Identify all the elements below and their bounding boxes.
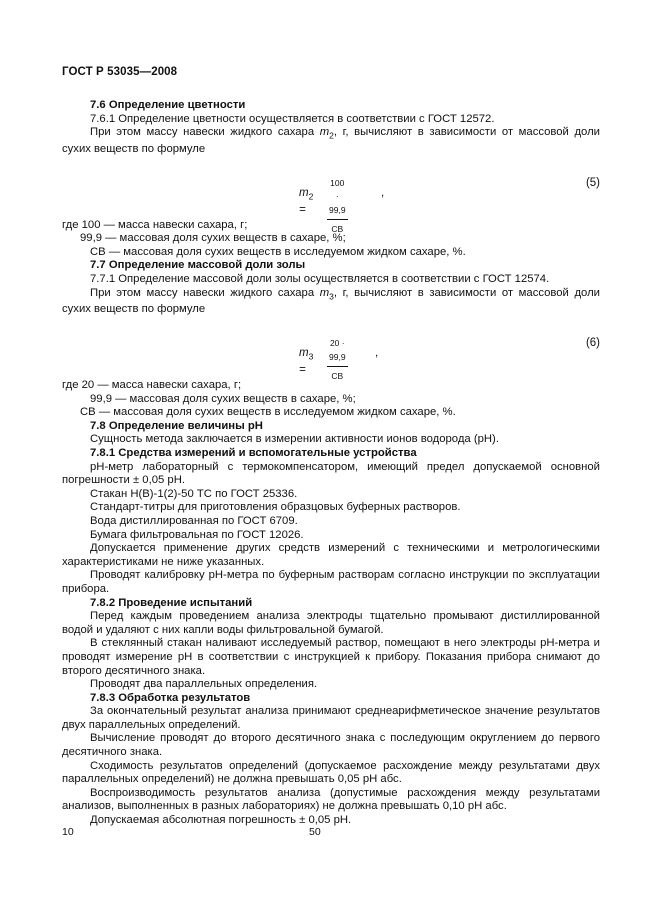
- formula-fraction: [327, 177, 348, 237]
- paragraph: Стандарт-титры для приготовления образцовых буферных растворов.: [90, 501, 461, 514]
- formula-number: (6): [585, 337, 600, 350]
- section-heading-7-8: 7.8 Определение величины рН: [90, 419, 263, 432]
- paragraph: За окончательный результат анализа принимают среднеарифметическое значение результатов двух параллельных определений.: [62, 705, 600, 731]
- formula-numerator: 100 · 99,9: [327, 177, 348, 221]
- variable-letter: m: [319, 126, 330, 139]
- where-line-1: где 20 — масса навески сахара, г;: [62, 379, 242, 392]
- paragraph: Бумага фильтровальная по ГОСТ 12026.: [90, 528, 304, 541]
- subsection-heading-7-8-1: 7.8.1 Средства измерений и вспомогательные устройства: [90, 447, 417, 459]
- formula-denominator: СВ: [331, 224, 344, 235]
- where-line-2: 99,9 — массовая доля сухих веществ в сахаре, %;: [90, 392, 356, 405]
- paragraph-7-7-1: 7.7.1 Определение массовой доли золы осуществляется в соответствии с ГОСТ 12574.: [90, 273, 550, 285]
- subsection-heading-7-8-2: 7.8.2 Проведение испытаний: [90, 596, 253, 609]
- variable-m2: [319, 126, 334, 141]
- formula-6: [62, 317, 600, 382]
- document-header: ГОСТ Р 53035—2008: [62, 66, 178, 78]
- formula-denominator: СВ: [331, 371, 344, 382]
- paragraph: Перед каждым проведением анализа электроды тщательно промывают дистиллированной водой и удаляют с них капли воды фильтровальной бумагой.: [62, 610, 600, 636]
- where-line-3: СВ — массовая доля сухих веществ в исследуемом жидком сахаре, %.: [90, 245, 466, 258]
- formula-lhs-sub: 3: [308, 351, 314, 362]
- where-line-1: где 100 — масса навески сахара, г;: [62, 218, 248, 231]
- paragraph: рН-метр лабораторный с термокомпенсатором, имеющий предел допускаемой основной погрешности ± 0,05 рН.: [62, 460, 600, 487]
- formula-lhs-sub: 2: [308, 190, 314, 201]
- text-segment: , г, вычисляют в зависимости от массовой доли сухих веществ по формуле: [62, 126, 600, 156]
- paragraph: Воспроизводимость результатов анализа (допустимые расхождения между результатами анализов, выполненных в разных лабораториях) не должна превышать 0,10 рН абс.: [62, 786, 600, 813]
- section-heading-7-7: 7.7 Определение массовой доли золы: [90, 259, 306, 272]
- formula-lhs: $m_3$ =: [299, 347, 314, 376]
- variable-subscript: 3: [329, 290, 334, 301]
- page-number-left: 10: [62, 826, 74, 838]
- variable-subscript: 2: [329, 130, 334, 141]
- paragraph: Сходимость результатов определений (допускаемое расхождение между результатами двух параллельных определений) не должна превышать 0,05 рН абс.: [62, 759, 600, 786]
- formula-lhs: $m_2$ =: [299, 186, 314, 216]
- page-body: [62, 99, 600, 828]
- paragraph: Стакан Н(В)-1(2)-50 ТС по ГОСТ 25336.: [90, 487, 298, 500]
- paragraph: Проводят два параллельных определения.: [90, 678, 318, 691]
- where-line-3: СВ — массовая доля сухих веществ в исследуемом жидком сахаре, %.: [80, 406, 456, 419]
- paragraph-7-8-intro: Сущность метода заключается в измерении активности ионов водорода (рН).: [90, 433, 499, 446]
- formula-comma: ,: [375, 347, 379, 360]
- text-segment: При этом массу навески жидкого сахара: [90, 126, 320, 139]
- formula-numerator: 20 · 99,9: [327, 337, 348, 367]
- formula-lhs-var: m: [299, 186, 309, 199]
- subsection-heading-7-8-3: 7.8.3 Обработка результатов: [90, 691, 251, 704]
- paragraph: Вычисление проводят до второго десятичного знака с последующим округлением до первого десятичного знака.: [62, 732, 600, 759]
- formula-number: (5): [585, 176, 600, 189]
- paragraph: Допускаемая абсолютная погрешность ± 0,05 рН.: [90, 814, 352, 827]
- paragraph: Проводят калибровку рН-метра по буферным растворам согласно инструкции по эксплуатации прибора.: [62, 569, 600, 595]
- formula-fraction: [327, 337, 348, 384]
- text-segment: При этом массу навески жидкого сахара: [90, 286, 320, 299]
- paragraph: Вода дистиллированная по ГОСТ 6709.: [90, 514, 298, 527]
- paragraph: Допускается применение других средств измерений с техническими и метрологическими характеристиками не ниже указанных.: [62, 542, 600, 568]
- variable-m3: [320, 287, 334, 299]
- paragraph: В стеклянный стакан наливают исследуемый раствор, помещают в него электроды рН-метра и проводят измерение рН в соответствии с инструкцией к прибору. Показания прибора снимают до второго десятичного знака.: [62, 637, 600, 677]
- page-number-center: 50: [309, 826, 321, 838]
- formula-lhs-var: m: [299, 347, 309, 360]
- paragraph-7-6-1: 7.6.1 Определение цветности осуществляется в соответствии с ГОСТ 12572.: [90, 112, 495, 125]
- section-heading-7-6: 7.6 Определение цветности: [90, 99, 246, 111]
- text-segment: , г, вычисляют в зависимости от массовой доли сухих веществ по формуле: [62, 286, 600, 316]
- variable-letter: m: [319, 286, 330, 299]
- paragraph-7-6-formula-intro: [62, 126, 600, 156]
- paragraph-7-7-formula-intro: [62, 287, 600, 317]
- formula-comma: ,: [381, 186, 385, 199]
- where-line-2: 99,9 — массовая доля сухих веществ в сахаре, %;: [80, 232, 346, 245]
